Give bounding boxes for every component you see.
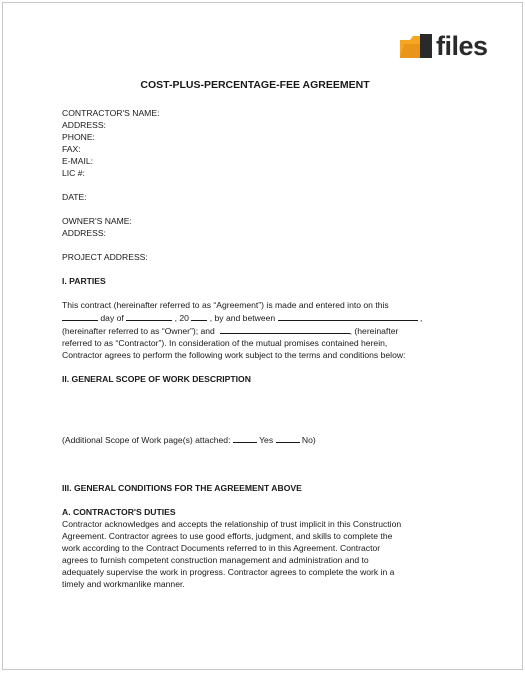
folder-logo-icon	[398, 32, 434, 60]
contractor-phone-label: PHONE:	[62, 132, 95, 142]
owner-name-label: OWNER'S NAME:	[62, 216, 132, 226]
duties-heading: A. CONTRACTOR'S DUTIES	[62, 507, 176, 517]
comma-text: ,	[419, 313, 423, 323]
scope-attached-text: (Additional Scope of Work page(s) attached:	[62, 435, 231, 445]
logo-text: files	[436, 31, 488, 61]
duties-line: work according to the Contract Documents referred to in this Agreement. Contractor	[62, 543, 381, 553]
scope-heading: II. GENERAL SCOPE OF WORK DESCRIPTION	[62, 374, 251, 384]
day-of-text: day of	[100, 313, 124, 323]
document-page	[2, 2, 523, 670]
date-label: DATE:	[62, 192, 87, 202]
parties-line-1: This contract (hereinafter referred to as “Agreement”) is made and entered into on this	[62, 300, 389, 310]
document-title: COST-PLUS-PERCENTAGE-FEE AGREEMENT	[140, 79, 370, 91]
duties-line: Agreement. Contractor agrees to use good efforts, judgment, and skills to complete the	[62, 531, 393, 541]
parties-line-3	[62, 324, 436, 337]
owner-ref-text: (hereinafter referred to as “Owner”); and	[62, 326, 215, 336]
parties-line-2	[62, 311, 436, 324]
duties-line: adequately supervise the work in progress. Contractor agrees to complete the work in a	[62, 567, 395, 577]
hereinafter-text: , (hereinafter	[349, 326, 399, 336]
owner-name-blank[interactable]	[278, 311, 418, 321]
parties-paragraph	[62, 299, 436, 361]
contractor-name-label: CONTRACTOR'S NAME:	[62, 108, 160, 118]
duties-line: agrees to furnish competent construction management and administration and to	[62, 555, 369, 565]
contractor-address-label: ADDRESS:	[62, 120, 106, 130]
parties-heading: I. PARTIES	[62, 276, 106, 286]
contractor-license-label: LIC #:	[62, 168, 85, 178]
yes-text: Yes	[259, 435, 274, 445]
month-blank[interactable]	[126, 311, 172, 321]
owner-address-label: ADDRESS:	[62, 228, 106, 238]
conditions-heading: III. GENERAL CONDITIONS FOR THE AGREEMENT ABOVE	[62, 483, 302, 493]
day-blank[interactable]	[62, 311, 98, 321]
duties-line: timely and workmanlike manner.	[62, 579, 185, 589]
contractor-name-blank[interactable]	[220, 324, 350, 334]
year-blank[interactable]	[191, 311, 207, 321]
document-body	[62, 79, 436, 590]
scope-attached-line	[62, 433, 436, 446]
contractor-fax-label: FAX:	[62, 144, 81, 154]
files-logo	[398, 31, 488, 61]
year-prefix-text: , 20	[174, 313, 189, 323]
parties-line-5: Contractor agrees to perform the following work subject to the terms and conditions below:	[62, 350, 406, 360]
no-text: No)	[301, 435, 316, 445]
owner-block	[62, 215, 436, 239]
project-address-label: PROJECT ADDRESS:	[62, 252, 148, 262]
parties-line-4: referred to as “Contractor”). In consideration of the mutual promises contained herein,	[62, 338, 388, 348]
no-blank[interactable]	[276, 433, 300, 443]
yes-blank[interactable]	[233, 433, 257, 443]
by-and-between-text: , by and between	[209, 313, 276, 323]
contractor-block	[62, 107, 436, 179]
duties-line: Contractor acknowledges and accepts the relationship of trust implicit in this Construction	[62, 519, 402, 529]
contractor-email-label: E-MAIL:	[62, 156, 94, 166]
duties-paragraph	[62, 518, 436, 590]
